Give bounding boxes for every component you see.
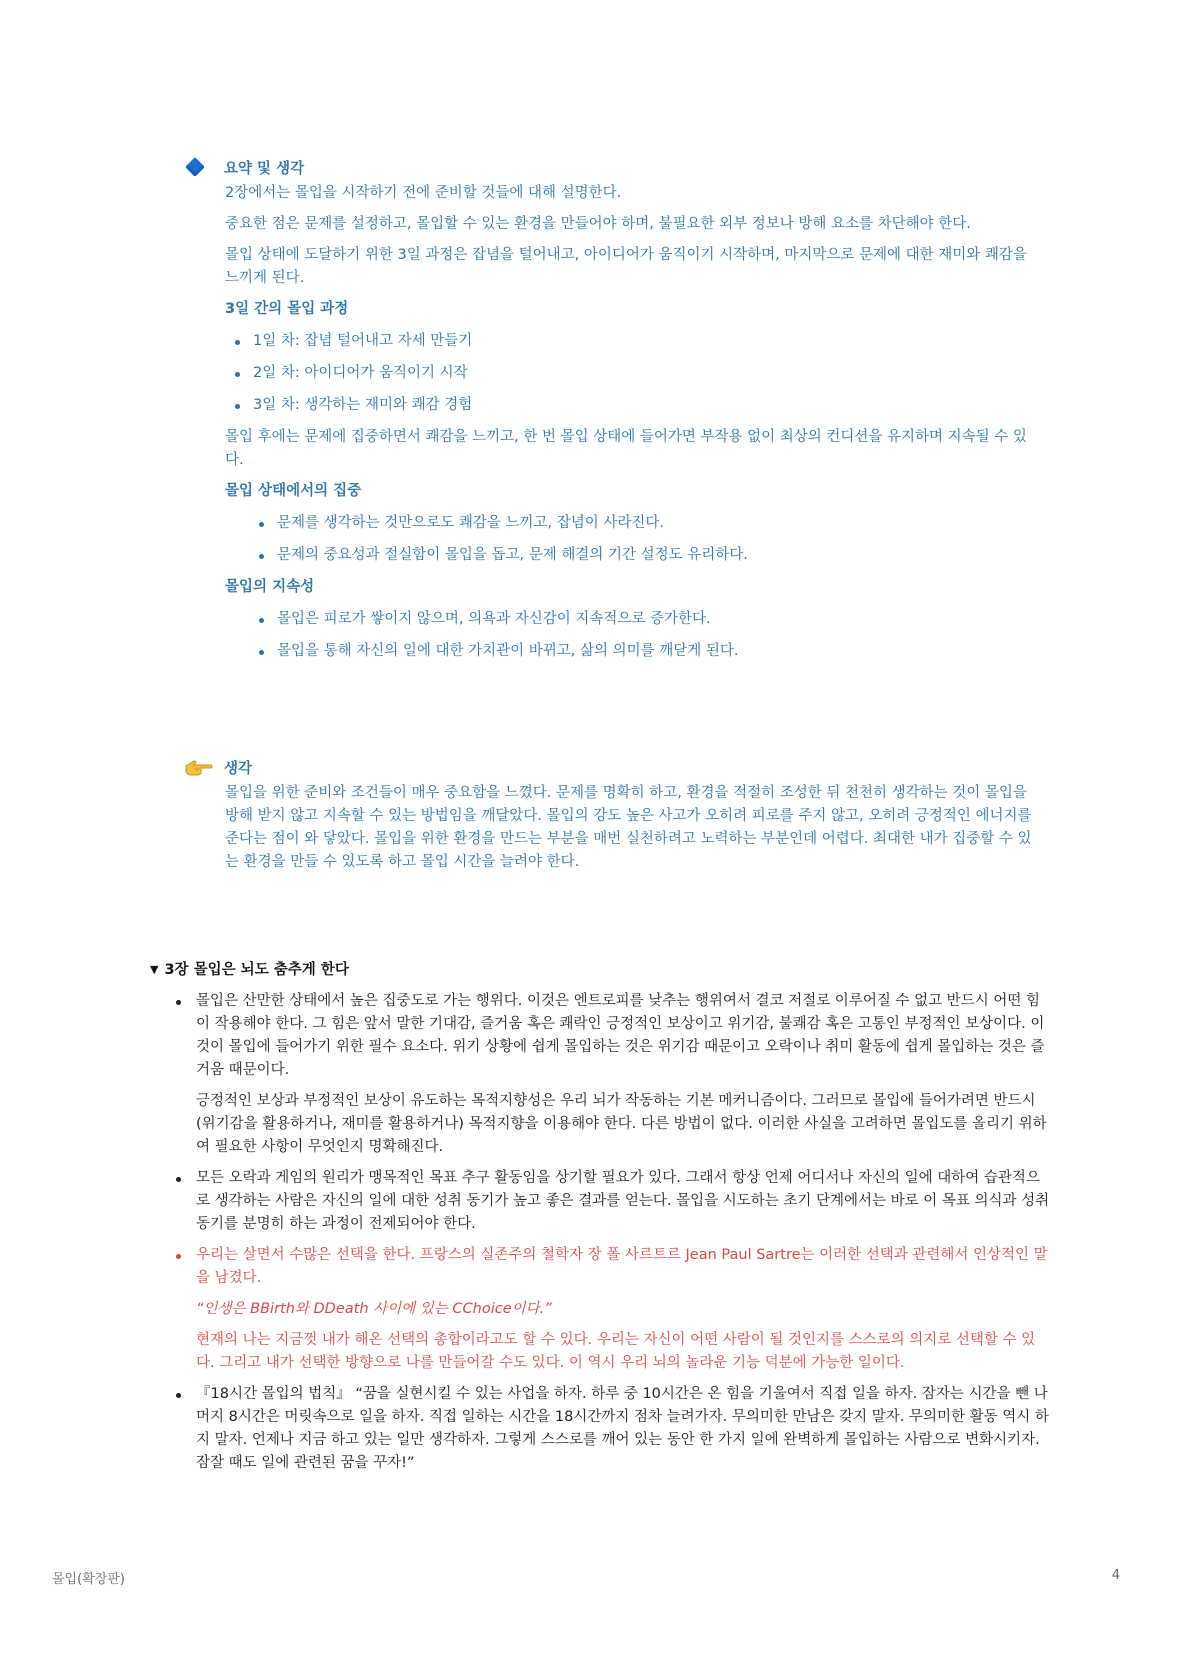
summary-header — [184, 152, 1044, 182]
list-item-text: 몰입은 산만한 상태에서 높은 집중도로 가는 행위다. 이것은 엔트로피를 낮추는 행위여서 결코 저절로 이루어질 수 없고 반드시 어떤 힘이 작용해야 한다. 그 힘은 앞서 말한 기대감, 즐거움 혹은 쾌락인 긍정적인 보상이고 위기감, 불쾌감 혹은 고통인 부정적인 보상이다. 이것이 몰입에 들어가기 위한 필수 요소다. 위기 상황에 쉽게 몰입하는 것은 위기감 때문이고 오락이나 취미 활동에 쉽게 몰입하는 것은 즐거움 때문이다. — [196, 993, 1045, 1078]
list-item — [225, 330, 1044, 353]
page-number: 4 — [1111, 1568, 1120, 1583]
thought-callout — [184, 752, 1044, 882]
list-item — [150, 1383, 1050, 1475]
list-item-text: 『18시간 몰입의 법칙』 “꿈을 실현시킬 수 있는 사업을 하자. 하루 중 10시간은 온 힘을 기울여서 직접 일을 하자. 잠자는 시간을 뺀 나머지 8시간은 머릿속으로 일을 하자. 직접 일하는 시간을 18시간까지 점차 늘려가자. 무의미한 만남은 갖지 말자. 무의미한 활동 역시 하지 말자. 언제나 지금 하고 있는 일만 생각하자. 그렇게 스스로를 깨어 있는 동안 한 가지 일에 완벽하게 몰입하는 사람으로 변화시키자. 잠잘 때도 일에 관련된 꿈을 꾸자!” — [196, 1386, 1049, 1471]
list-item — [150, 990, 1050, 1159]
list-item — [225, 512, 1044, 535]
chapter3-heading[interactable] — [150, 958, 1050, 982]
thought-header — [184, 752, 1044, 782]
list-item-text: 문제의 중요성과 절실함이 몰입을 돕고, 문제 해결의 기간 설정도 유리하다. — [277, 547, 748, 563]
bullet-icon — [176, 1254, 181, 1259]
list-item — [225, 640, 1044, 663]
sartre-quote: “인생은 BBirth와 DDeath 사이에 있는 CChoice이다.” — [196, 1301, 552, 1317]
bullet-icon — [235, 372, 240, 377]
sustain-heading: 몰입의 지속성 — [225, 579, 315, 595]
list-item-text: 1일 차: 잡념 털어내고 자세 만들기 — [253, 333, 473, 349]
thought-title: 생각 — [224, 760, 253, 777]
blue-diamond-icon — [184, 160, 224, 174]
bullet-icon — [259, 618, 264, 623]
bullet-icon — [235, 404, 240, 409]
focus-heading: 몰입 상태에서의 집중 — [225, 483, 362, 499]
bullet-icon — [176, 1393, 181, 1398]
summary-callout — [184, 152, 1044, 672]
bullet-icon — [259, 554, 264, 559]
summary-para-1: 2장에서는 몰입을 시작하기 전에 준비할 것들에 대해 설명한다. — [225, 185, 622, 201]
bullet-icon — [176, 1177, 181, 1182]
summary-para-2: 중요한 점은 문제를 설정하고, 몰입할 수 있는 환경을 만들어야 하며, 불필요한 외부 정보나 방해 요소를 차단해야 한다. — [225, 216, 971, 232]
list-item — [225, 544, 1044, 567]
list-item-text: 몰입은 피로가 쌓이지 않으며, 의욕과 자신감이 지속적으로 증가한다. — [277, 611, 711, 627]
summary-para-3: 몰입 상태에 도달하기 위한 3일 과정은 잡념을 털어내고, 아이디어가 움직이기 시작하며, 마지막으로 문제에 대한 재미와 쾌감을 느끼게 된다. — [225, 247, 1027, 286]
list-item-text: 2일 차: 아이디어가 움직이기 시작 — [253, 365, 468, 381]
list-item — [225, 394, 1044, 417]
after-para: 몰입 후에는 문제에 집중하면서 쾌감을 느끼고, 한 번 몰입 상태에 들어가면 부작용 없이 최상의 컨디션을 유지하며 지속될 수 있다. — [225, 429, 1027, 468]
list-item-text: 몰입을 통해 자신의 일에 대한 가치관이 바뀌고, 삶의 의미를 깨닫게 된다. — [277, 643, 739, 659]
pointing-hand-icon — [184, 758, 224, 776]
thought-body — [184, 782, 1044, 874]
focus-list — [225, 512, 1044, 567]
list-item-text: 현재의 나는 지금껏 내가 해온 선택의 총합이라고도 할 수 있다. 우리는 자신이 어떤 사람이 될 것인지를 스스로의 의지로 선택할 수 있다. 그리고 내가 선택한 방향으로 나를 만들어갈 수도 있다. 이 역시 우리 뇌의 놀라운 기능 덕분에 가능한 일이다. — [196, 1332, 1036, 1371]
footer-doc-title: 몰입(확장판) — [52, 1572, 125, 1587]
list-item — [150, 1167, 1050, 1236]
list-item — [225, 362, 1044, 385]
list-item-text: 문제를 생각하는 것만으로도 쾌감을 느끼고, 잡념이 사라진다. — [277, 515, 665, 531]
list-item — [225, 608, 1044, 631]
thought-text: 몰입을 위한 준비와 조건들이 매우 중요함을 느꼈다. 문제를 명확히 하고, 환경을 적절히 조성한 뒤 천천히 생각하는 것이 몰입을 방해 받지 않고 지속할 수 있는 방법임을 깨달았다. 몰입의 강도 높은 사고가 오히려 피로를 주지 않고, 오히려 긍정적인 에너지를 준다는 점이 와 닿았다. 몰입을 위한 환경을 만드는 부분을 매번 실천하려고 노력하는 부분인데 어렵다. 최대한 내가 집중할 수 있는 환경을 만들 수 있도록 하고 몰입 시간을 늘려야 한다. — [225, 785, 1032, 870]
chapter3-title: 3장 몰입은 뇌도 춤추게 한다 — [164, 962, 349, 978]
chapter3-section — [150, 958, 1050, 1483]
sustain-list — [225, 608, 1044, 663]
toggle-triangle-icon[interactable]: ▼ — [150, 963, 159, 976]
chapter3-list — [150, 990, 1050, 1475]
process-heading: 3일 간의 몰입 과정 — [225, 301, 349, 317]
bullet-icon — [235, 340, 240, 345]
list-item-text: 3일 차: 생각하는 재미와 쾌감 경험 — [253, 397, 473, 413]
list-item-text: 긍정적인 보상과 부정적인 보상이 유도하는 목적지향성은 우리 뇌가 작동하는 기본 메커니즘이다. 그러므로 몰입에 들어가려면 반드시 (위기감을 활용하거나, 재미를 활용하거나) 목적지향을 이용해야 한다. 다른 방법이 없다. 이러한 사실을 고려하면 몰입도를 올리기 위하여 필요한 사항이 무엇인지 명확해진다. — [196, 1093, 1047, 1155]
summary-title: 요약 및 생각 — [224, 160, 305, 177]
bullet-icon — [259, 522, 264, 527]
list-item-text: 우리는 살면서 수많은 선택을 한다. 프랑스의 실존주의 철학자 장 폴 사르트르 Jean Paul Sartre는 이러한 선택과 관련해서 인상적인 말을 남겼다. — [196, 1247, 1048, 1286]
list-item — [150, 1244, 1050, 1375]
bullet-icon — [259, 650, 264, 655]
summary-body — [184, 182, 1044, 663]
list-item-text: 모든 오락과 게임의 원리가 맹목적인 목표 추구 활동임을 상기할 필요가 있다. 그래서 항상 언제 어디서나 자신의 일에 대하여 습관적으로 생각하는 사람은 자신의 일에 대한 성취 동기가 높고 좋은 결과를 얻는다. 몰입을 시도하는 초기 단계에서는 바로 이 목표 의식과 성취 동기를 분명히 하는 과정이 전제되어야 한다. — [196, 1170, 1050, 1232]
bullet-icon — [176, 1000, 181, 1005]
process-list — [225, 330, 1044, 417]
